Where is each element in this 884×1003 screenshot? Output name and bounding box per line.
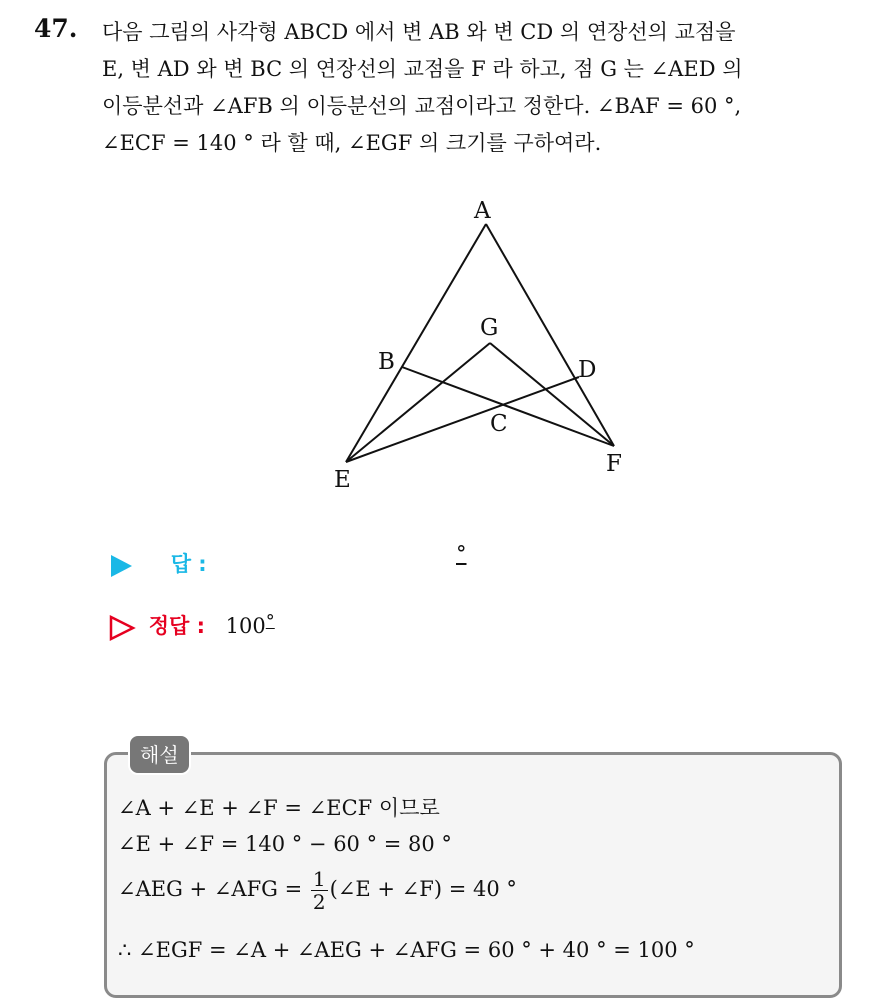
correct-unit: ° — [265, 611, 275, 632]
fraction-numerator: 1 — [312, 867, 326, 891]
label-E: E — [334, 467, 351, 493]
solution-line-1: ∠A + ∠E + ∠F = ∠ECF 이므로 — [118, 796, 440, 820]
correct-value: 100 — [225, 614, 266, 638]
play-icon — [108, 553, 134, 579]
correct-label: 정답 : — [148, 614, 205, 638]
question-line: ∠ECF = 140 ° 라 할 때, ∠EGF 의 크기를 구하여라. — [102, 131, 602, 155]
solution-line-3-left: ∠AEG + ∠AFG = — [118, 877, 303, 901]
label-G: G — [480, 315, 499, 341]
answer-label: 답 : — [170, 552, 207, 576]
question-line: E, 변 AD 와 변 BC 의 연장선의 교점을 F 라 하고, 점 G 는 ∠AED 의 — [102, 57, 743, 81]
solution-line-2: ∠E + ∠F = 140 ° − 60 ° = 80 ° — [118, 832, 452, 856]
question-line: 이등분선과 ∠AFB 의 이등분선의 교점이라고 정한다. ∠BAF = 60 °, — [102, 94, 742, 118]
label-C: C — [490, 411, 508, 437]
explanation-tag: 해설 — [128, 734, 191, 775]
line-EG — [346, 343, 490, 462]
label-D: D — [578, 357, 597, 383]
label-F: F — [606, 451, 622, 477]
solution-line-4: ∴ ∠EGF = ∠A + ∠AEG + ∠AFG = 60 ° + 40 ° = 100 ° — [118, 938, 695, 962]
fraction-half — [311, 868, 328, 913]
geometry-figure — [320, 185, 640, 495]
answer-unit: ° — [456, 542, 467, 566]
correct-row — [108, 610, 275, 642]
question-number: 47. — [34, 14, 78, 43]
label-B: B — [378, 349, 395, 375]
outline-play-icon — [108, 614, 136, 642]
fraction-denominator: 2 — [312, 890, 326, 914]
question-line: 다음 그림의 사각형 ABCD 에서 변 AB 와 변 CD 의 연장선의 교점을 — [102, 20, 736, 44]
answer-row — [108, 542, 528, 579]
label-A: A — [474, 198, 491, 224]
question-text — [102, 14, 872, 162]
line-EA — [346, 224, 486, 462]
solution-line-3 — [118, 868, 517, 913]
solution-line-3-right: (∠E + ∠F) = 40 ° — [329, 877, 517, 901]
